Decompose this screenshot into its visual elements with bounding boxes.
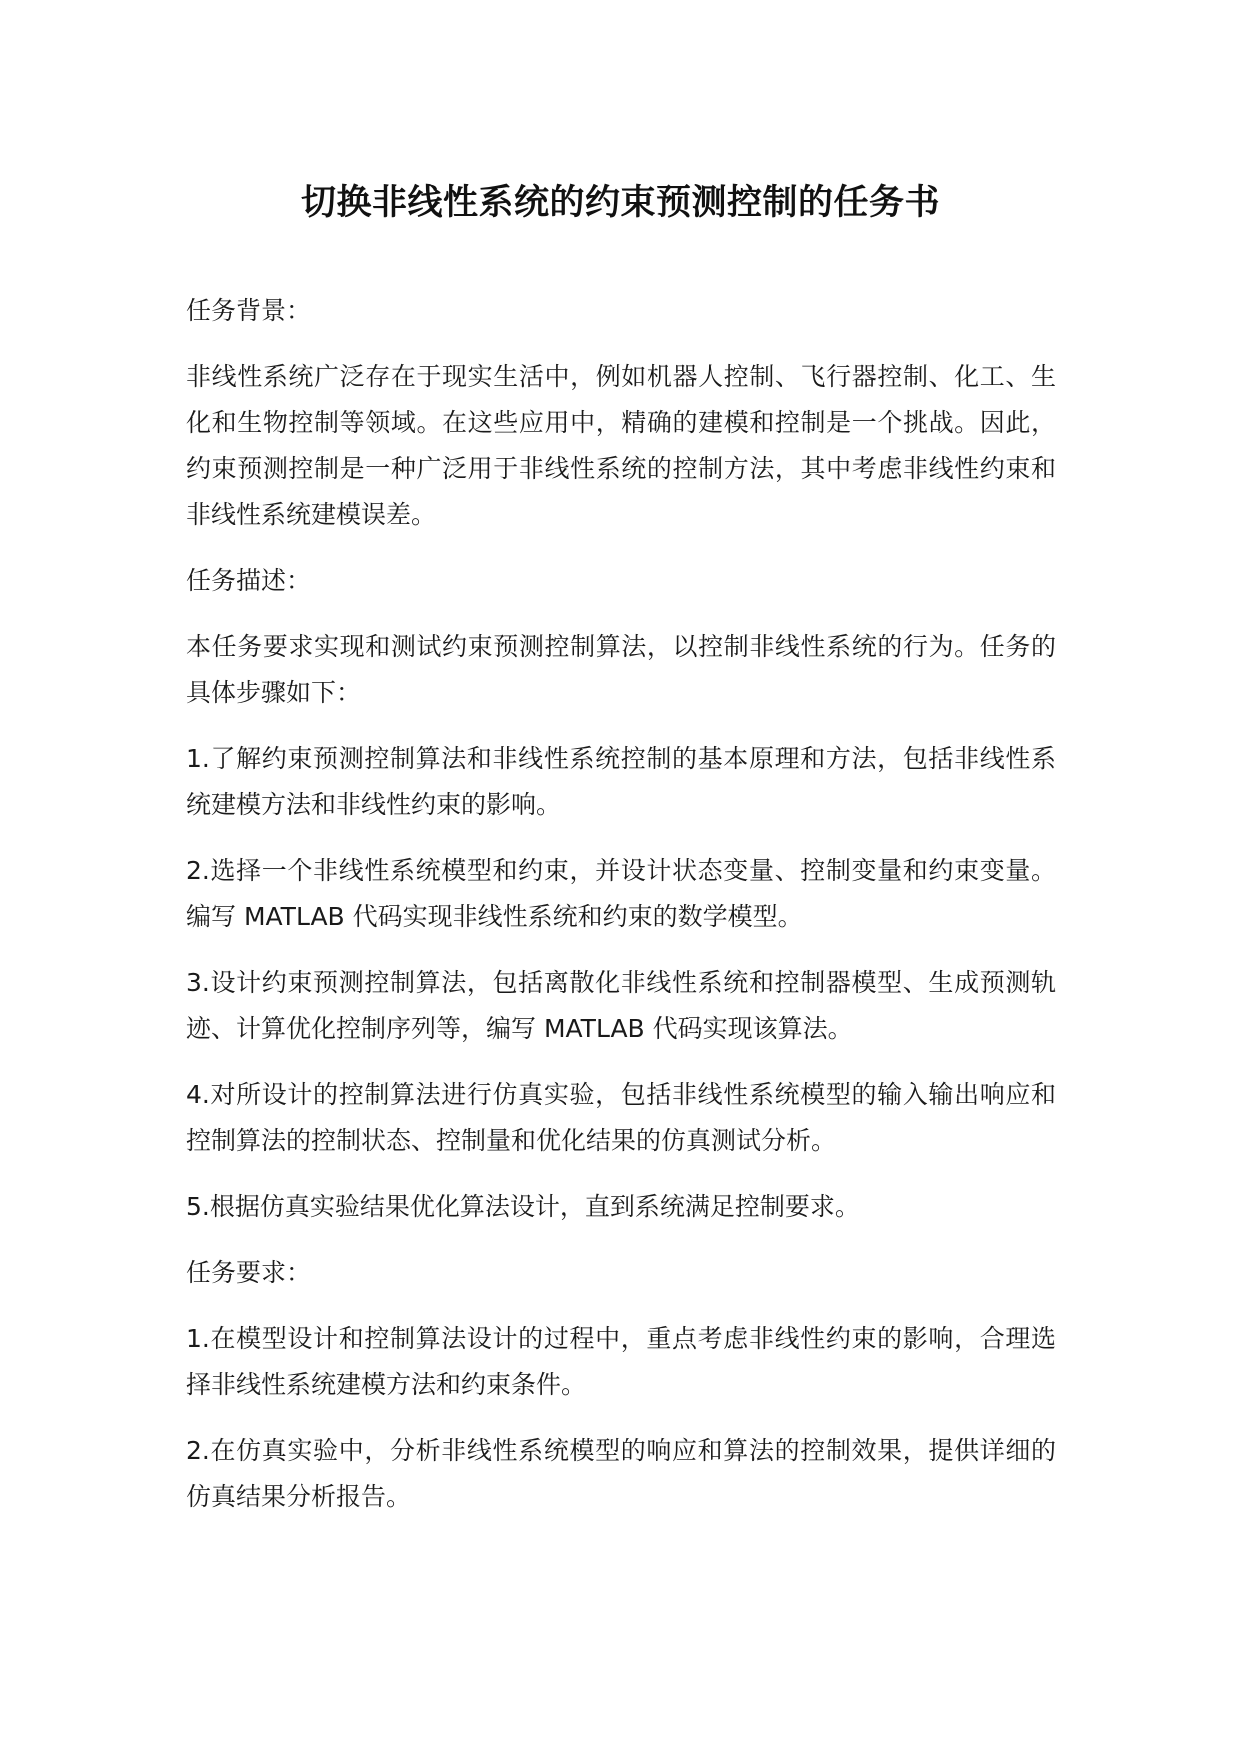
requirements-heading: 任务要求： [186, 1258, 312, 1287]
step-item: 3.设计约束预测控制算法，包括离散化非线性系统和控制器模型、生成预测轨迹、计算优化控制序列等，编写 MATLAB 代码实现该算法。 [186, 968, 1056, 1043]
step-item: 4.对所设计的控制算法进行仿真实验，包括非线性系统模型的输入输出响应和控制算法的控制状态、控制量和优化结果的仿真测试分析。 [186, 1080, 1056, 1155]
description-paragraph: 本任务要求实现和测试约束预测控制算法，以控制非线性系统的行为。任务的具体步骤如下： [186, 632, 1056, 707]
step-item: 2.选择一个非线性系统模型和约束，并设计状态变量、控制变量和约束变量。编写 MATLAB 代码实现非线性系统和约束的数学模型。 [186, 856, 1056, 931]
step-item: 5.根据仿真实验结果优化算法设计，直到系统满足控制要求。 [186, 1192, 860, 1221]
requirement-item: 1.在模型设计和控制算法设计的过程中，重点考虑非线性约束的影响，合理选择非线性系统建模方法和约束条件。 [186, 1324, 1056, 1399]
requirement-item: 2.在仿真实验中，分析非线性系统模型的响应和算法的控制效果，提供详细的仿真结果分析报告。 [186, 1436, 1056, 1511]
document-body [186, 288, 1056, 1540]
document-title: 切换非线性系统的约束预测控制的任务书 [300, 183, 940, 223]
background-paragraph: 非线性系统广泛存在于现实生活中，例如机器人控制、飞行器控制、化工、生化和生物控制等领域。在这些应用中，精确的建模和控制是一个挑战。因此，约束预测控制是一种广泛用于非线性系统的控制方法，其中考虑非线性约束和非线性系统建模误差。 [186, 362, 1056, 529]
background-heading: 任务背景： [186, 296, 312, 325]
description-heading: 任务描述： [186, 566, 312, 595]
step-item: 1.了解约束预测控制算法和非线性系统控制的基本原理和方法，包括非线性系统建模方法和非线性约束的影响。 [186, 744, 1056, 819]
